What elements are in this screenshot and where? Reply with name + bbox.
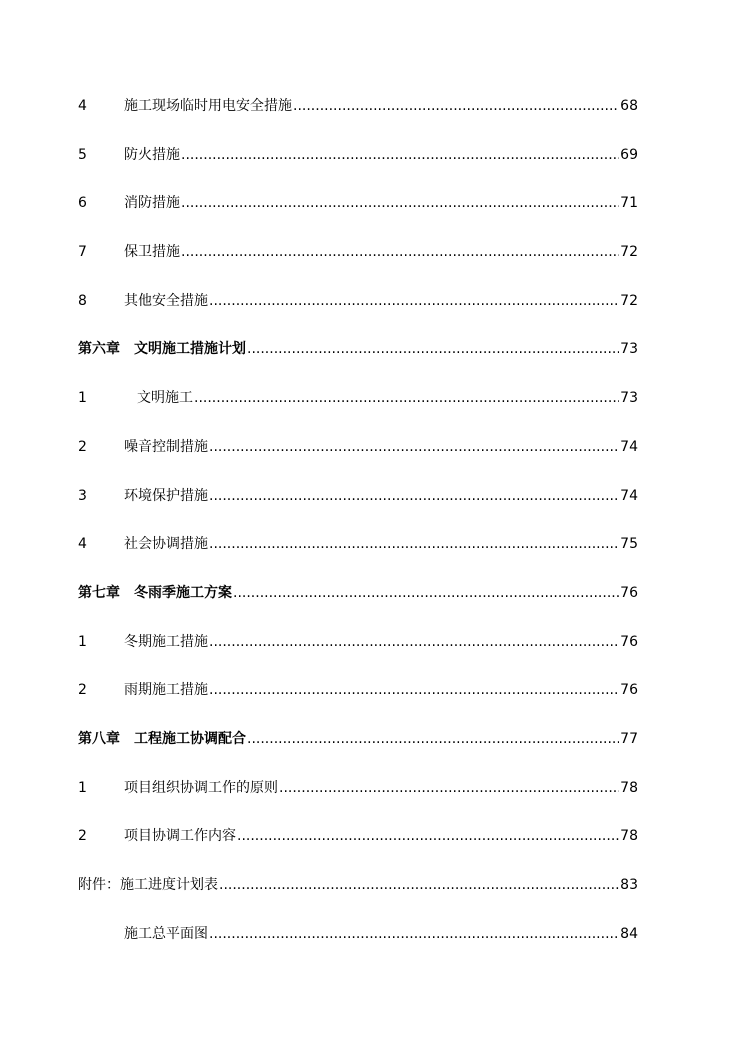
toc-entry-number: 1	[78, 390, 87, 407]
toc-entry-title: 消防措施	[124, 195, 180, 212]
chapter-title: 冬雨季施工方案	[134, 584, 232, 601]
toc-entry-page: 84	[620, 925, 638, 942]
dot-leader	[247, 340, 619, 358]
toc-entry-title: 施工进度计划表	[120, 877, 218, 893]
dot-leader	[209, 925, 619, 943]
chapter-label: 第七章	[78, 584, 120, 601]
chapter-heading	[78, 340, 246, 358]
dot-leader	[194, 389, 619, 407]
chapter-heading	[78, 730, 246, 748]
toc-entry-number: 1	[78, 633, 87, 650]
toc-entry	[78, 292, 638, 341]
dot-leader	[209, 487, 619, 505]
toc-entry-page: 75	[620, 536, 638, 553]
dot-leader	[209, 438, 619, 456]
dot-leader	[219, 876, 619, 894]
toc-entry-page: 78	[620, 779, 638, 796]
toc-entry-page: 71	[620, 195, 638, 212]
toc-entry-title: 文明施工	[137, 390, 193, 407]
toc-entry-page: 76	[620, 584, 638, 601]
toc-entry-number: 8	[78, 292, 87, 309]
toc-entry	[78, 438, 638, 487]
dot-leader	[293, 97, 619, 115]
toc-entry-page: 83	[620, 877, 638, 893]
toc-entry-number: 5	[78, 146, 87, 163]
chapter-label: 第六章	[78, 341, 120, 358]
chapter-title: 工程施工协调配合	[134, 730, 246, 747]
toc-entry-title: 项目组织协调工作的原则	[124, 779, 278, 796]
toc-appendix-entry	[78, 925, 638, 974]
dot-leader	[209, 633, 619, 651]
dot-leader	[237, 827, 619, 845]
toc-entry	[78, 487, 638, 536]
dot-leader	[181, 243, 619, 261]
toc-entry-title: 雨期施工措施	[124, 682, 208, 699]
dot-leader	[209, 535, 619, 553]
toc-entry-page: 73	[620, 390, 638, 407]
toc-chapter-entry	[78, 340, 638, 389]
toc-entry-number: 1	[78, 779, 87, 796]
toc-entry-page: 77	[620, 730, 638, 747]
toc-entry	[78, 779, 638, 828]
toc-entry-page: 72	[620, 292, 638, 309]
toc-chapter-entry	[78, 730, 638, 779]
toc-entry-page: 78	[620, 828, 638, 845]
toc-entry-page: 72	[620, 244, 638, 261]
table-of-contents	[78, 97, 638, 973]
toc-entry-title: 项目协调工作内容	[124, 828, 236, 845]
toc-appendix-entry	[78, 876, 638, 925]
toc-entry-title: 冬期施工措施	[124, 633, 208, 650]
toc-entry-number: 6	[78, 195, 87, 212]
chapter-label: 第八章	[78, 730, 120, 747]
toc-entry	[78, 97, 638, 146]
toc-entry	[78, 389, 638, 438]
toc-entry-title: 防火措施	[124, 146, 180, 163]
appendix-prefix: 附件：	[78, 877, 120, 893]
toc-entry-page: 74	[620, 487, 638, 504]
toc-entry-page: 69	[620, 146, 638, 163]
toc-entry-page: 76	[620, 682, 638, 699]
toc-entry-page: 73	[620, 341, 638, 358]
toc-entry-number: 3	[78, 487, 87, 504]
toc-entry-title: 环境保护措施	[124, 487, 208, 504]
dot-leader	[181, 194, 619, 212]
toc-entry-title: 保卫措施	[124, 244, 180, 261]
toc-entry-title: 噪音控制措施	[124, 438, 208, 455]
toc-entry-number: 2	[78, 828, 87, 845]
dot-leader	[209, 292, 619, 310]
toc-entry-page: 74	[620, 438, 638, 455]
toc-entry	[78, 535, 638, 584]
toc-entry-number: 2	[78, 682, 87, 699]
toc-entry-title: 其他安全措施	[124, 292, 208, 309]
toc-entry	[78, 243, 638, 292]
dot-leader	[209, 681, 619, 699]
toc-entry-title: 施工总平面图	[124, 925, 208, 942]
toc-entry-number: 4	[78, 98, 87, 114]
dot-leader	[233, 584, 619, 602]
toc-entry	[78, 681, 638, 730]
chapter-heading	[78, 584, 232, 602]
toc-entry-title: 社会协调措施	[124, 536, 208, 553]
dot-leader	[181, 146, 619, 164]
chapter-title: 文明施工措施计划	[134, 341, 246, 358]
toc-chapter-entry	[78, 584, 638, 633]
toc-entry-page: 76	[620, 633, 638, 650]
toc-entry-number: 4	[78, 536, 87, 553]
toc-entry	[78, 194, 638, 243]
dot-leader	[279, 779, 619, 797]
dot-leader	[247, 730, 619, 748]
toc-entry	[78, 827, 638, 876]
toc-entry	[78, 146, 638, 195]
toc-entry	[78, 633, 638, 682]
toc-entry-page: 68	[620, 98, 638, 114]
toc-entry-number: 7	[78, 244, 87, 261]
toc-entry-title: 施工现场临时用电安全措施	[124, 98, 292, 114]
toc-entry-number: 2	[78, 438, 87, 455]
